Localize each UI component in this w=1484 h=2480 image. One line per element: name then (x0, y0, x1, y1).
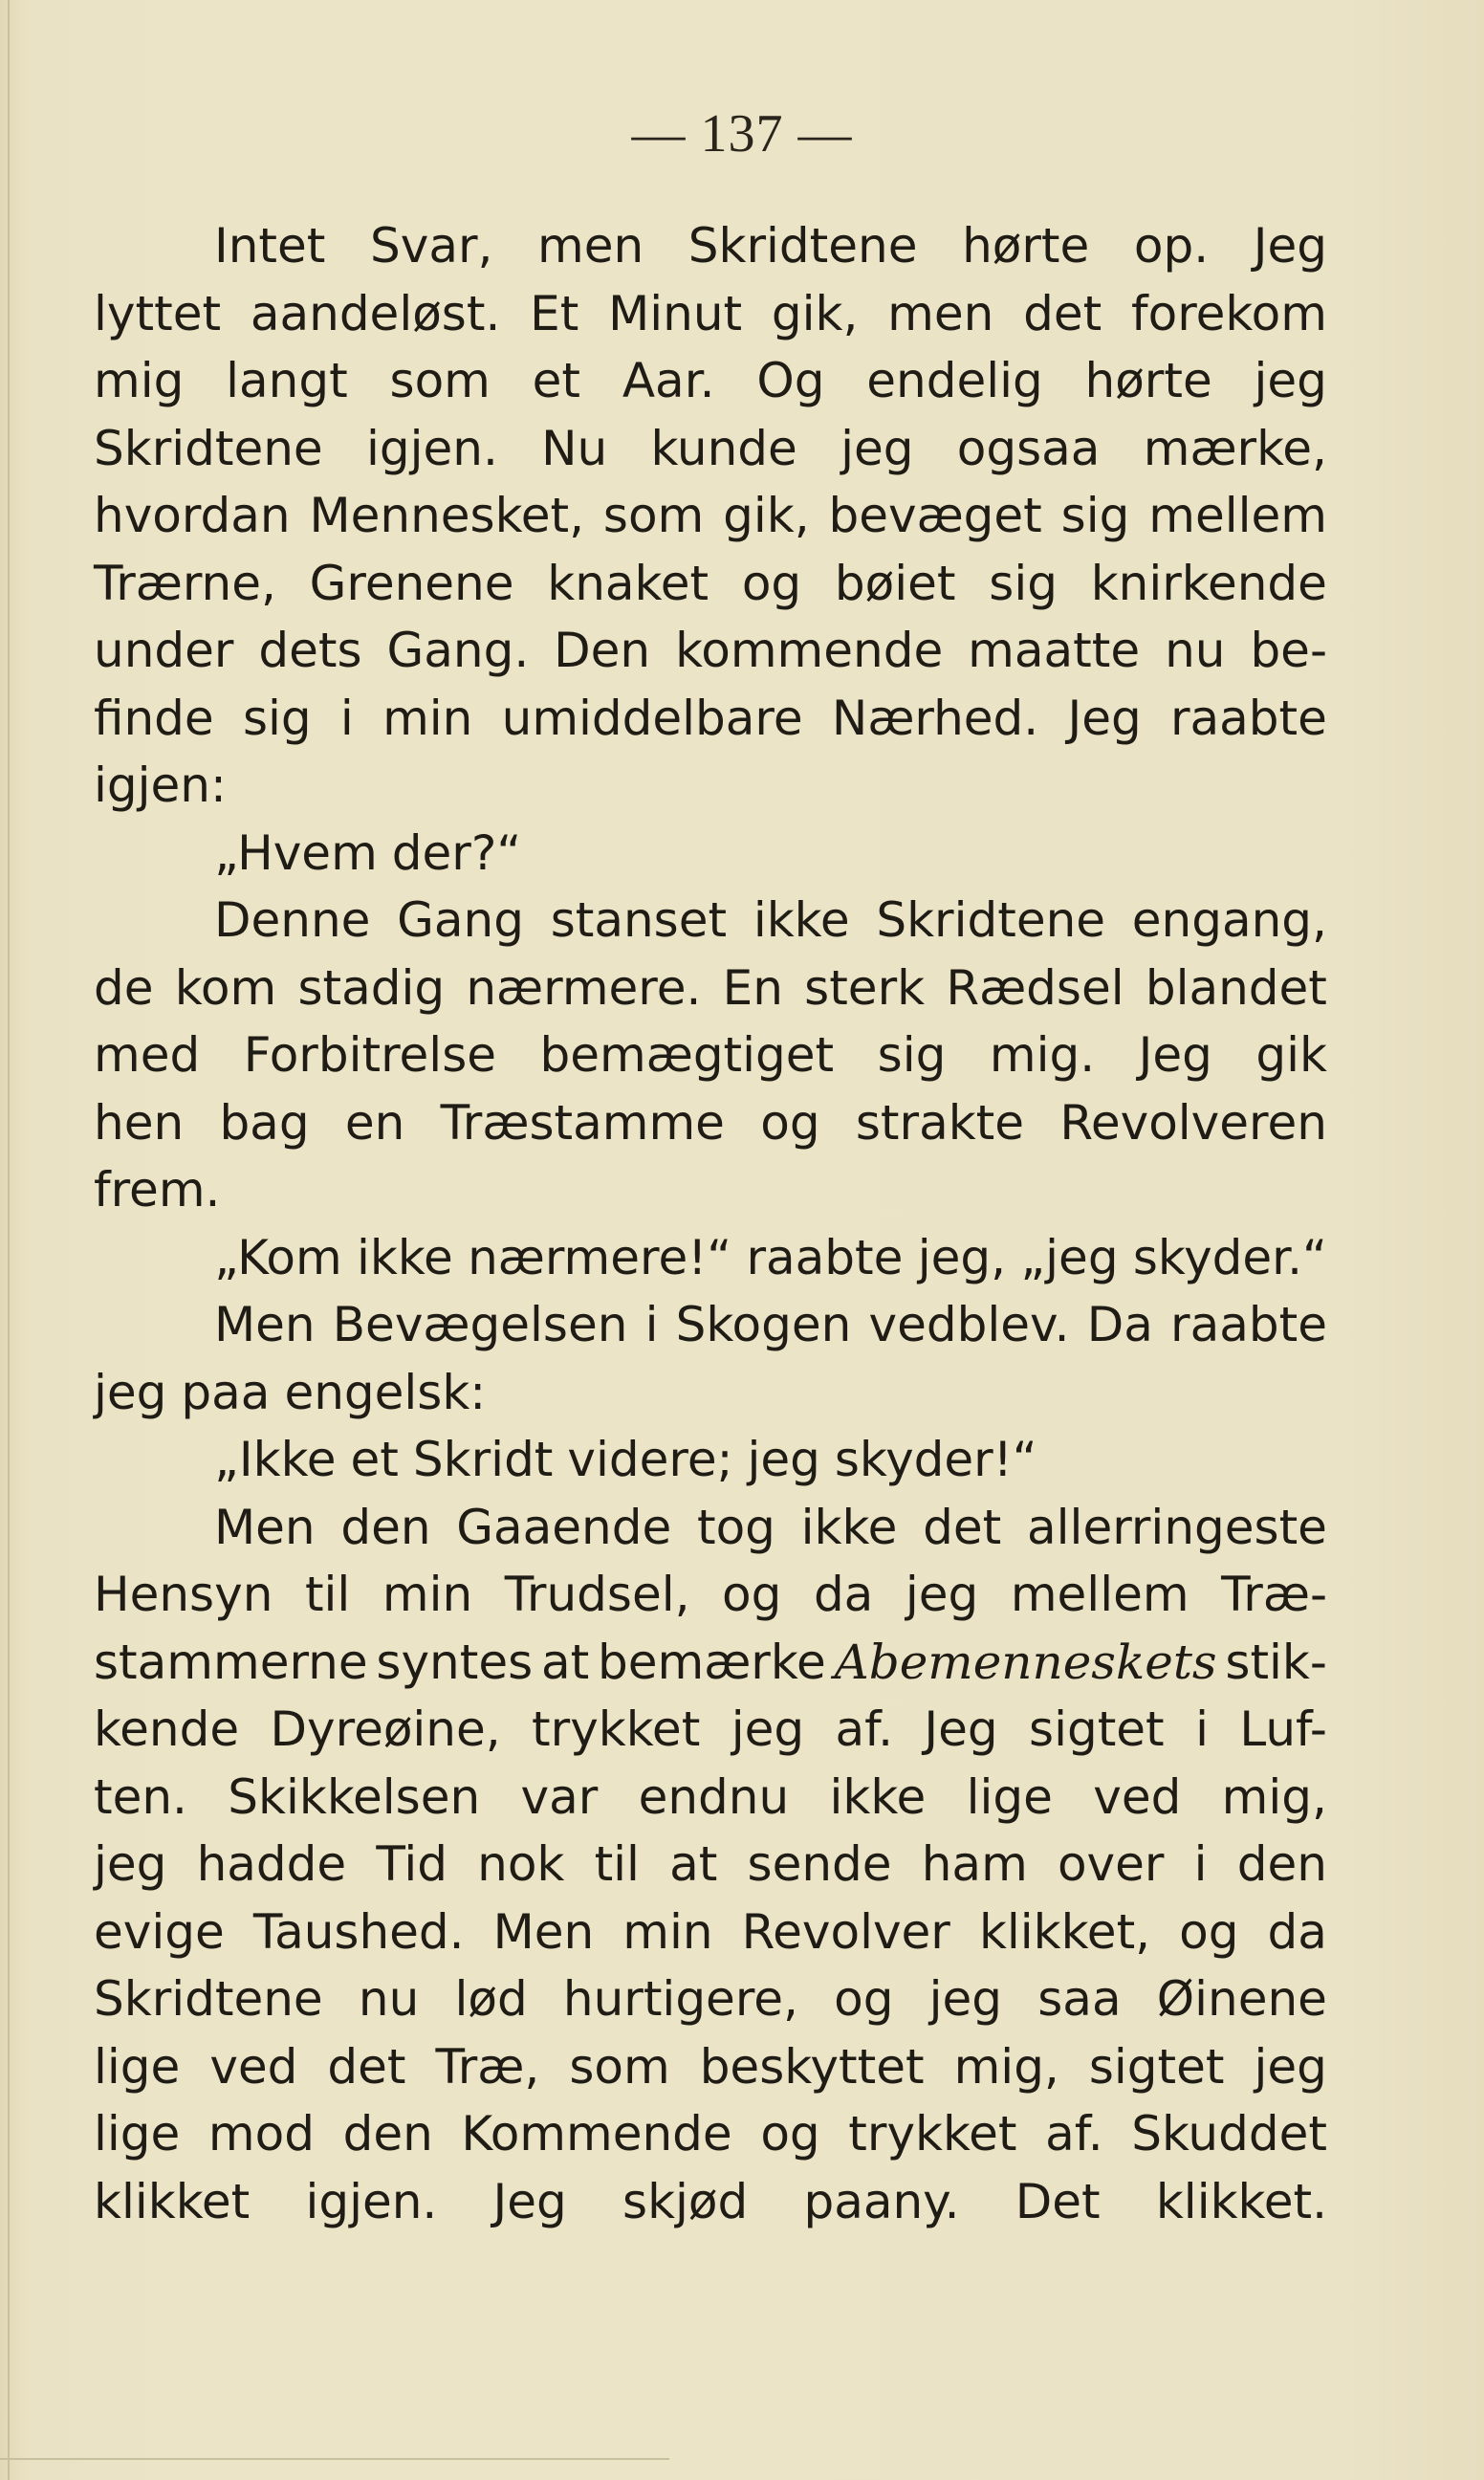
word: lige (94, 2106, 181, 2162)
text-line (94, 752, 1327, 820)
word: kom (174, 959, 277, 1016)
word: jeg (905, 1567, 979, 1622)
word: i (1193, 1836, 1208, 1892)
word: sigtet (1088, 2038, 1225, 2095)
text-line (94, 887, 1327, 955)
page-bottom-edge (0, 2458, 669, 2460)
word: som (389, 353, 491, 408)
word: kommende (675, 623, 944, 678)
word: Jeg (1067, 690, 1142, 746)
word: med (94, 1027, 201, 1083)
word: der?“ (391, 824, 522, 881)
word: vedblev. (868, 1297, 1070, 1352)
text-line (94, 1021, 1327, 1089)
word: var (520, 1768, 599, 1825)
page-number: — 137 — (631, 104, 853, 164)
word: og (1179, 1903, 1239, 1960)
word: be- (1250, 623, 1327, 678)
word: „jeg (1020, 1229, 1119, 1285)
text-line (94, 280, 1327, 348)
word: Taushed. (252, 1903, 465, 1960)
word: Træ, (435, 2038, 540, 2095)
body-text (94, 212, 1327, 2235)
word: mod (207, 2106, 315, 2162)
word: ved (209, 2038, 298, 2095)
word: da (813, 1567, 874, 1622)
word: Træstamme (440, 1094, 725, 1151)
text-line (94, 955, 1327, 1022)
text-line (94, 1089, 1327, 1157)
word: dets (258, 623, 362, 678)
text-line (94, 1696, 1327, 1764)
word: som (569, 2038, 670, 2095)
word: Nu (541, 420, 608, 476)
word: endelig (866, 353, 1043, 408)
word: Det (1015, 2173, 1101, 2229)
word: sig (1060, 488, 1130, 543)
word: finde (94, 690, 214, 746)
word: sende (747, 1836, 892, 1892)
text-line (94, 820, 1327, 888)
word: Bevægelsen (332, 1297, 628, 1352)
word: da (1267, 1903, 1327, 1960)
word: Gang. (386, 623, 530, 678)
text-line (94, 1965, 1327, 2033)
word: raabte (1170, 1297, 1327, 1352)
word: Intet (214, 218, 326, 274)
word: Men (214, 1297, 316, 1352)
word: hvordan (94, 488, 291, 543)
word: klikket (94, 2173, 251, 2229)
word: de (94, 959, 154, 1016)
word: frem. (94, 1162, 221, 1218)
text-line (94, 2100, 1327, 2168)
text-line (94, 1831, 1327, 1898)
word: Skridtene (876, 892, 1106, 948)
word: Mennesket, (309, 488, 585, 543)
word: et (532, 353, 581, 408)
text-line (94, 1898, 1327, 1966)
word: hurtigere, (562, 1971, 798, 2027)
text-line (94, 482, 1327, 550)
word: sterk (804, 959, 926, 1016)
word: tog (696, 1499, 775, 1555)
word: kende (94, 1701, 240, 1757)
word: nærmere!“ (468, 1229, 732, 1285)
word: jeg, (917, 1229, 1006, 1285)
word: forekom (1131, 285, 1327, 341)
word: paany. (803, 2173, 960, 2229)
page-gutter-line (8, 0, 10, 2480)
word: mig. (989, 1027, 1096, 1083)
word: jeg (94, 1836, 167, 1892)
word: sig (989, 555, 1058, 611)
word: Nærhed. (831, 690, 1039, 746)
word: paa (181, 1364, 271, 1420)
word: Revolveren (1059, 1094, 1327, 1151)
word: Denne (214, 892, 371, 948)
word: jeg (928, 1971, 1003, 2027)
word: Minut (608, 285, 743, 341)
word: mig, (953, 2038, 1059, 2095)
word: stammerne (94, 1634, 368, 1690)
word: Rædsel (946, 959, 1124, 1016)
word: umiddelbare (501, 690, 803, 746)
text-line (94, 1291, 1327, 1359)
word: gik, (771, 285, 859, 341)
word: Jeg (1138, 1027, 1212, 1083)
word: knaket (547, 555, 709, 611)
word: jeg (731, 1701, 805, 1757)
word: hørte (962, 218, 1090, 274)
word: til (304, 1567, 351, 1622)
word: mellem (1010, 1567, 1189, 1622)
word: ved (1093, 1768, 1182, 1825)
word: det (1023, 285, 1102, 341)
word: „Ikke (214, 1432, 337, 1487)
word: den (1236, 1836, 1327, 1892)
word: engelsk: (284, 1364, 487, 1420)
word: Skridtene (687, 218, 918, 274)
word: Men (492, 1903, 595, 1960)
word: Et (530, 285, 579, 341)
word: mig (94, 353, 185, 408)
word: i (644, 1297, 659, 1352)
word: lød (454, 1971, 528, 2027)
word: kunde (650, 420, 797, 476)
text-line (94, 347, 1327, 415)
word: ikke (357, 1229, 453, 1285)
word: et (350, 1432, 399, 1487)
text-line (94, 1426, 1327, 1494)
word: min (382, 1567, 473, 1622)
word: stanset (550, 892, 728, 948)
word: maatte (968, 623, 1141, 678)
word: jeg (747, 1432, 820, 1487)
word: bag (219, 1094, 310, 1151)
word: Jeg (924, 1701, 998, 1757)
word: og (760, 1094, 820, 1151)
word: En (722, 959, 783, 1016)
word: bemægtiget (539, 1027, 835, 1083)
word: beskyttet (699, 2038, 925, 2095)
word: Men (214, 1499, 316, 1555)
word: nærmere. (466, 959, 702, 1016)
word: mellem (1148, 488, 1327, 543)
text-line (94, 1359, 1327, 1427)
text-line (94, 1629, 1327, 1697)
word: sigtet (1029, 1701, 1165, 1757)
word: Jeg (1253, 218, 1327, 274)
word: i (1195, 1701, 1209, 1757)
word: Skridtene (94, 420, 323, 476)
word: trykket (848, 2106, 1017, 2162)
word: jeg (94, 1364, 167, 1420)
word: langt (226, 353, 348, 408)
word: Skuddet (1131, 2106, 1327, 2162)
word: nu (358, 1971, 420, 2027)
word: Abemenneskets (834, 1634, 1217, 1690)
word: nok (477, 1836, 565, 1892)
word: igjen. (365, 420, 498, 476)
word: Gang (397, 892, 524, 948)
word: og (834, 1971, 894, 2027)
word: „Hvem (214, 824, 378, 881)
word: bemærke (598, 1634, 826, 1690)
word: Luf- (1239, 1701, 1327, 1757)
word: en (344, 1094, 405, 1151)
word: og (741, 555, 802, 611)
word: klikket. (1155, 2173, 1327, 2229)
word: og (722, 1567, 782, 1622)
word: jeg (1254, 2038, 1327, 2095)
word: lige (94, 2038, 181, 2095)
word: som (602, 488, 705, 543)
word: det (327, 2038, 406, 2095)
word: strakte (855, 1094, 1025, 1151)
word: raabte (1169, 690, 1327, 746)
word: engang, (1131, 892, 1327, 948)
word: Jeg (492, 2173, 567, 2229)
word: evige (94, 1903, 225, 1960)
word: „Kom (214, 1229, 342, 1285)
word: hørte (1084, 353, 1212, 408)
word: min (382, 690, 473, 746)
word: Aar. (622, 353, 715, 408)
word: Kommende (461, 2106, 732, 2162)
word: skjød (622, 2173, 749, 2229)
word: men (887, 285, 994, 341)
word: til (594, 1836, 640, 1892)
word: hadde (196, 1836, 347, 1892)
word: gik (1255, 1027, 1327, 1083)
word: sig (242, 690, 312, 746)
word: igjen: (94, 757, 227, 813)
word: Trærne, (94, 555, 276, 611)
word: igjen. (305, 2173, 438, 2229)
text-line (94, 550, 1327, 618)
word: klikket, (978, 1903, 1151, 1960)
word: saa (1037, 1971, 1122, 2027)
word: i (339, 690, 354, 746)
word: min (622, 1903, 713, 1960)
word: Øinene (1156, 1971, 1327, 2027)
word: bevæget (828, 488, 1042, 543)
word: Gaaende (456, 1499, 672, 1555)
word: skyder.“ (1132, 1229, 1327, 1285)
word: nu (1165, 623, 1226, 678)
word: og (760, 2106, 820, 2162)
word: Skikkelsen (228, 1768, 481, 1825)
word: knirkende (1090, 555, 1327, 611)
word: stadig (297, 959, 446, 1016)
word: ikke (800, 1499, 898, 1555)
word: Skogen (675, 1297, 852, 1352)
word: Skridtene (94, 1971, 323, 2027)
text-line (94, 1764, 1327, 1832)
text-line (94, 1156, 1327, 1224)
word: bøiet (834, 555, 956, 611)
word: sig (877, 1027, 947, 1083)
word: ikke (829, 1768, 927, 1825)
word: den (342, 2106, 433, 2162)
word: ham (921, 1836, 1028, 1892)
word: at (669, 1836, 718, 1892)
word: syntes (376, 1634, 534, 1690)
word: skyder!“ (834, 1432, 1037, 1487)
word: Hensyn (94, 1567, 273, 1622)
word: Forbitrelse (243, 1027, 497, 1083)
word: videre; (567, 1432, 733, 1487)
word: mærke, (1143, 420, 1327, 476)
text-line (94, 212, 1327, 280)
word: allerringeste (1027, 1499, 1327, 1555)
word: Svar, (370, 218, 493, 274)
word: ogsaa (956, 420, 1101, 476)
word: hen (94, 1094, 185, 1151)
word: Trudsel, (504, 1567, 690, 1622)
word: det (923, 1499, 1002, 1555)
word: stik- (1225, 1634, 1327, 1690)
word: Revolver (741, 1903, 950, 1960)
word: raabte (746, 1229, 904, 1285)
word: Grenene (309, 555, 514, 611)
text-line (94, 2168, 1327, 2236)
word: Da (1086, 1297, 1153, 1352)
text-line (94, 415, 1327, 483)
text-line (94, 1224, 1327, 1292)
word: Skridt (412, 1432, 554, 1487)
word: af. (835, 1701, 893, 1757)
text-line (94, 1561, 1327, 1629)
word: over (1057, 1836, 1165, 1892)
word: Tid (376, 1836, 447, 1892)
word: jeg (840, 420, 914, 476)
word: trykket (532, 1701, 701, 1757)
text-line (94, 685, 1327, 753)
word: at (540, 1634, 590, 1690)
word: Og (756, 353, 825, 408)
word: mig, (1221, 1768, 1327, 1825)
word: aandeløst. (250, 285, 501, 341)
text-line (94, 2033, 1327, 2101)
text-line (94, 1494, 1327, 1562)
word: af. (1045, 2106, 1103, 2162)
word: gik, (723, 488, 810, 543)
word: Den (554, 623, 651, 678)
word: men (537, 218, 644, 274)
word: den (340, 1499, 431, 1555)
word: blandet (1145, 959, 1327, 1016)
text-line (94, 617, 1327, 685)
word: lyttet (94, 285, 222, 341)
word: Træ- (1221, 1567, 1327, 1622)
word: jeg (1254, 353, 1327, 408)
word: ten. (94, 1768, 187, 1825)
word: lige (966, 1768, 1053, 1825)
word: endnu (638, 1768, 790, 1825)
word: under (94, 623, 234, 678)
word: ikke (753, 892, 850, 948)
word: Dyreøine, (270, 1701, 501, 1757)
word: op. (1133, 218, 1210, 274)
